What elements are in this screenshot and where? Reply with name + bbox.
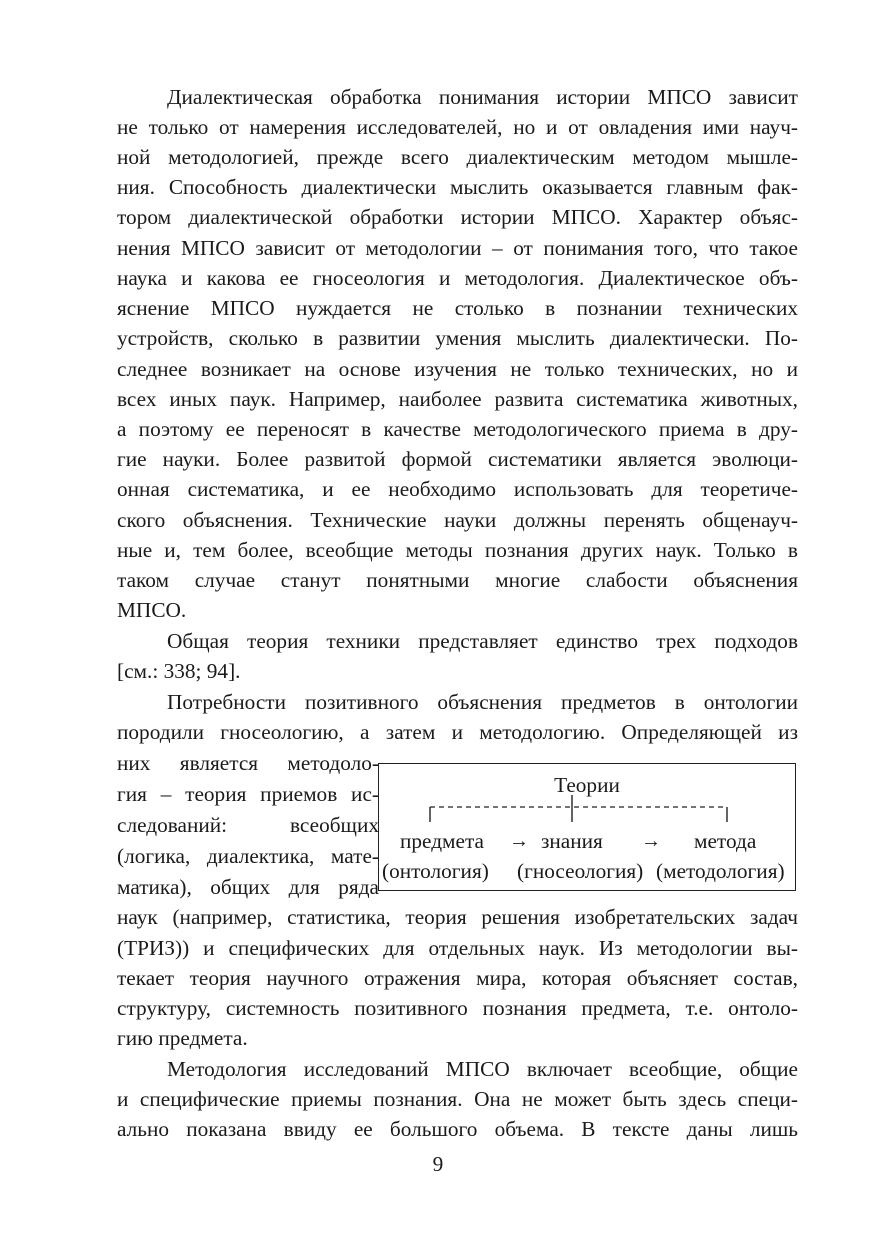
text-line: следований: всеобщих xyxy=(117,813,379,837)
label-methodology: (методология) xyxy=(656,859,785,883)
text-line: них является методоло- xyxy=(117,751,379,775)
text-line: Методология исследований МПСО включает всеобщие, общие xyxy=(167,1057,798,1081)
label-gnoseology: (гносеология) xyxy=(517,859,644,883)
text-line: [см.: 338; 94]. xyxy=(117,659,241,683)
text-line: ные и, тем более, всеобщие методы познания других наук. Только в xyxy=(117,538,798,562)
text-line: нения МПСО зависит от методологии – от понимания того, что такое xyxy=(117,236,798,260)
arrow-right-icon: → xyxy=(641,830,661,852)
text-line: тором диалектической обработки истории МПСО. Характер объяс- xyxy=(117,205,798,229)
text-line: (ТРИЗ)) и специфических для отдельных наук. Из методологии вы- xyxy=(117,936,798,960)
label-subject: предмета xyxy=(400,829,485,853)
arrow-right-icon: → xyxy=(509,830,529,852)
text-line: ского объяснения. Технические науки должны перенять общенауч- xyxy=(117,508,798,532)
theories-diagram xyxy=(378,763,796,891)
text-line: гию предмета. xyxy=(117,1026,248,1050)
text-line: структуру, системность позитивного познания предмета, т.е. онтоло- xyxy=(117,996,798,1020)
text-line: матика), общих для ряда xyxy=(117,875,379,899)
text-line: Диалектическая обработка понимания истории МПСО зависит xyxy=(167,85,798,109)
page-number: 9 xyxy=(432,1152,444,1176)
label-method: метода xyxy=(694,829,757,853)
text-line: Общая теория техники представляет единство трех подходов xyxy=(167,629,798,653)
label-ontology: (онтология) xyxy=(382,859,489,883)
text-line: породили гносеологию, а затем и методологию. Определяющей из xyxy=(117,720,798,744)
text-line: наук (например, статистика, теория решения изобретательских задач xyxy=(117,905,798,929)
text-line: и специфические приемы познания. Она не может быть здесь специ- xyxy=(117,1087,798,1111)
text-line: яснение МПСО нуждается не столько в познании технических xyxy=(117,296,798,320)
text-line: Потребности позитивного объяснения предметов в онтологии xyxy=(167,690,798,714)
text-line: (логика, диалектика, мате- xyxy=(117,844,379,868)
text-line: гия – теория приемов ис- xyxy=(117,782,379,806)
text-line: текает теория научного отражения мира, которая объясняет состав, xyxy=(117,966,798,990)
text-line: ально показана ввиду ее большого объема. В тексте даны лишь xyxy=(117,1117,798,1141)
text-line: онная систематика, и ее необходимо использовать для теоретиче- xyxy=(117,477,798,501)
text-line: а поэтому ее переносят в качестве методологического приема в дру- xyxy=(117,417,798,441)
text-line: МПСО. xyxy=(117,598,187,622)
label-knowledge: знания xyxy=(541,829,603,853)
text-line: следнее возникает на основе изучения не только технических, но и xyxy=(117,357,798,381)
text-line: устройств, сколько в развитии умения мыслить диалектически. По- xyxy=(117,326,798,350)
text-line: ния. Способность диалектически мыслить оказывается главным фак- xyxy=(117,175,798,199)
text-line: не только от намерения исследователей, но и от овладения ими науч- xyxy=(117,115,798,139)
text-line: наука и какова ее гносеология и методология. Диалектическое объ- xyxy=(117,266,798,290)
text-line: всех иных паук. Например, наиболее развита систематика животных, xyxy=(117,387,798,411)
text-line: таком случае станут понятными многие слабости объяснения xyxy=(117,568,798,592)
text-line: ной методологией, прежде всего диалектическим методом мышле- xyxy=(117,145,798,169)
diagram-title: Теории xyxy=(554,773,620,797)
text-line: гие науки. Более развитой формой систематики является эволюци- xyxy=(117,447,798,471)
